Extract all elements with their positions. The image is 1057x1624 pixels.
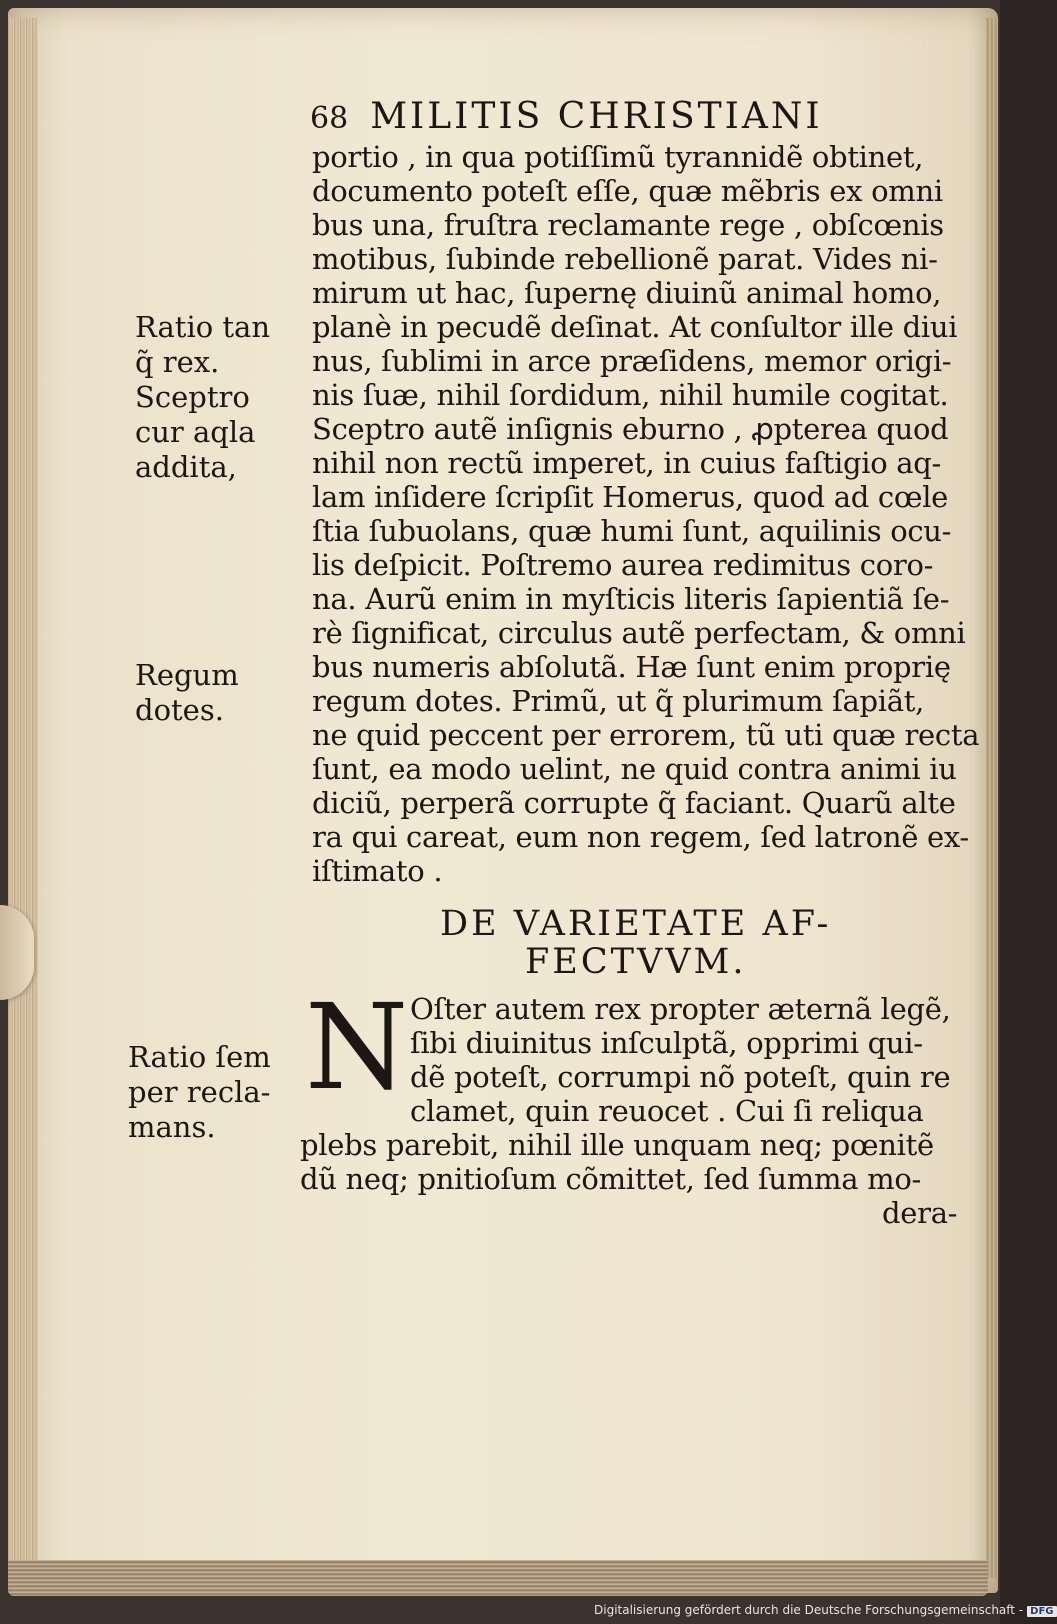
margin-note-line: Sceptro	[135, 380, 250, 414]
body-line: nis ſuæ, nihil ſordidum, nihil humile cogitat.	[312, 378, 949, 412]
page-edge-right	[986, 18, 998, 1578]
margin-note-line: Ratio tan	[135, 310, 271, 344]
body-line: Sceptro autẽ inſignis eburno , ꝓpterea quod	[312, 412, 949, 446]
body-line: regum dotes. Primũ, ut q̃ plurimum ſapiãt,	[312, 684, 925, 718]
body-line: dũ neq; pnitioſum cõmittet, ſed ſumma mo-	[300, 1162, 921, 1196]
page-edge-left	[8, 18, 38, 1578]
page-edge-bottom	[8, 1560, 988, 1596]
body-line: nihil non rectũ imperet, in cuius faſtigio aq-	[312, 446, 942, 480]
margin-note-regum-dotes	[135, 658, 239, 728]
body-line: ſunt, ea modo uelint, ne quid contra animi iu	[312, 752, 957, 786]
body-line: portio , in qua potiſſimũ tyrannidẽ obtinet,	[312, 140, 924, 174]
body-line: bus numeris abſolutã. Hæ ſunt enim proprię	[312, 650, 951, 684]
margin-note-ratio-rex	[135, 310, 270, 485]
page-number: 68	[310, 101, 349, 136]
margin-note-line: cur aqla	[135, 415, 256, 449]
dropcap-initial: N	[305, 978, 409, 1116]
body-line: diciũ, perperã corrupte q̃ faciant. Quarũ alte	[312, 786, 956, 820]
body-line: Oſter autem rex propter æternã legẽ,	[410, 992, 951, 1026]
body-line: rè ſignificat, circulus autẽ perfectam, & omni	[312, 616, 966, 650]
section-title-line1: DE VARIETATE AF-	[440, 904, 832, 944]
section-title-line2: FECTVVM.	[525, 942, 747, 982]
body-line: mirum ut hac, ſupernę diuinũ animal homo,	[312, 276, 942, 310]
body-line: bus una, fruſtra reclamante rege , obſcœnis	[312, 208, 944, 242]
body-line: motibus, ſubinde rebellionẽ parat. Vides ni-	[312, 242, 938, 276]
body-line: lam inſidere ſcripſit Homerus, quod ad cœle	[312, 480, 949, 514]
body-line: lis deſpicit. Poſtremo aurea redimitus coro-	[312, 548, 934, 582]
body-line: dẽ poteſt, corrumpi nõ poteſt, quin re	[410, 1060, 951, 1094]
body-line: ſibi diuinitus inſculptã, opprimi qui-	[410, 1026, 923, 1060]
margin-note-line: Regum	[135, 658, 239, 692]
body-line: na. Aurũ enim in myſticis literis ſapientiã ſe-	[312, 582, 950, 616]
margin-note-ratio-reclamans	[128, 1040, 271, 1145]
body-line: documento poteſt eſſe, quæ mẽbris ex omni	[312, 174, 943, 208]
body-line: planè in pecudẽ deſinat. At conſultor ille diui	[312, 310, 958, 344]
dfg-logo: DFG	[1027, 1606, 1056, 1617]
body-line: clamet, quin reuocet . Cui ſi reliqua	[410, 1094, 924, 1128]
margin-note-line: q̃ rex.	[135, 345, 220, 379]
catchword: dera-	[882, 1196, 958, 1230]
body-line: ſtia ſubuolans, quæ humi ſunt, aquilinis ocu-	[312, 514, 952, 548]
margin-note-line: addita,	[135, 450, 237, 484]
body-line: plebs parebit, nihil ille unquam neq; pœnitẽ	[300, 1128, 934, 1162]
body-line: ne quid peccent per errorem, tũ uti quæ recta	[312, 718, 980, 752]
running-head-title: MILITIS CHRISTIANI	[370, 96, 823, 137]
body-line: iſtimato .	[312, 854, 443, 888]
running-head	[310, 96, 823, 137]
footer-text: Digitalisierung gefördert durch die Deutsche Forschungsgemeinschaft -	[594, 1603, 1024, 1617]
margin-note-line: dotes.	[135, 693, 224, 727]
margin-note-line: mans.	[128, 1110, 216, 1144]
margin-note-line: Ratio ſem	[128, 1040, 271, 1074]
body-line: nus, ſublimi in arce præſidens, memor origi-	[312, 344, 952, 378]
body-line: ra qui careat, eum non regem, ſed latronẽ ex-	[312, 820, 969, 854]
margin-note-line: per recla-	[128, 1075, 271, 1109]
digitization-footer	[594, 1603, 1057, 1617]
